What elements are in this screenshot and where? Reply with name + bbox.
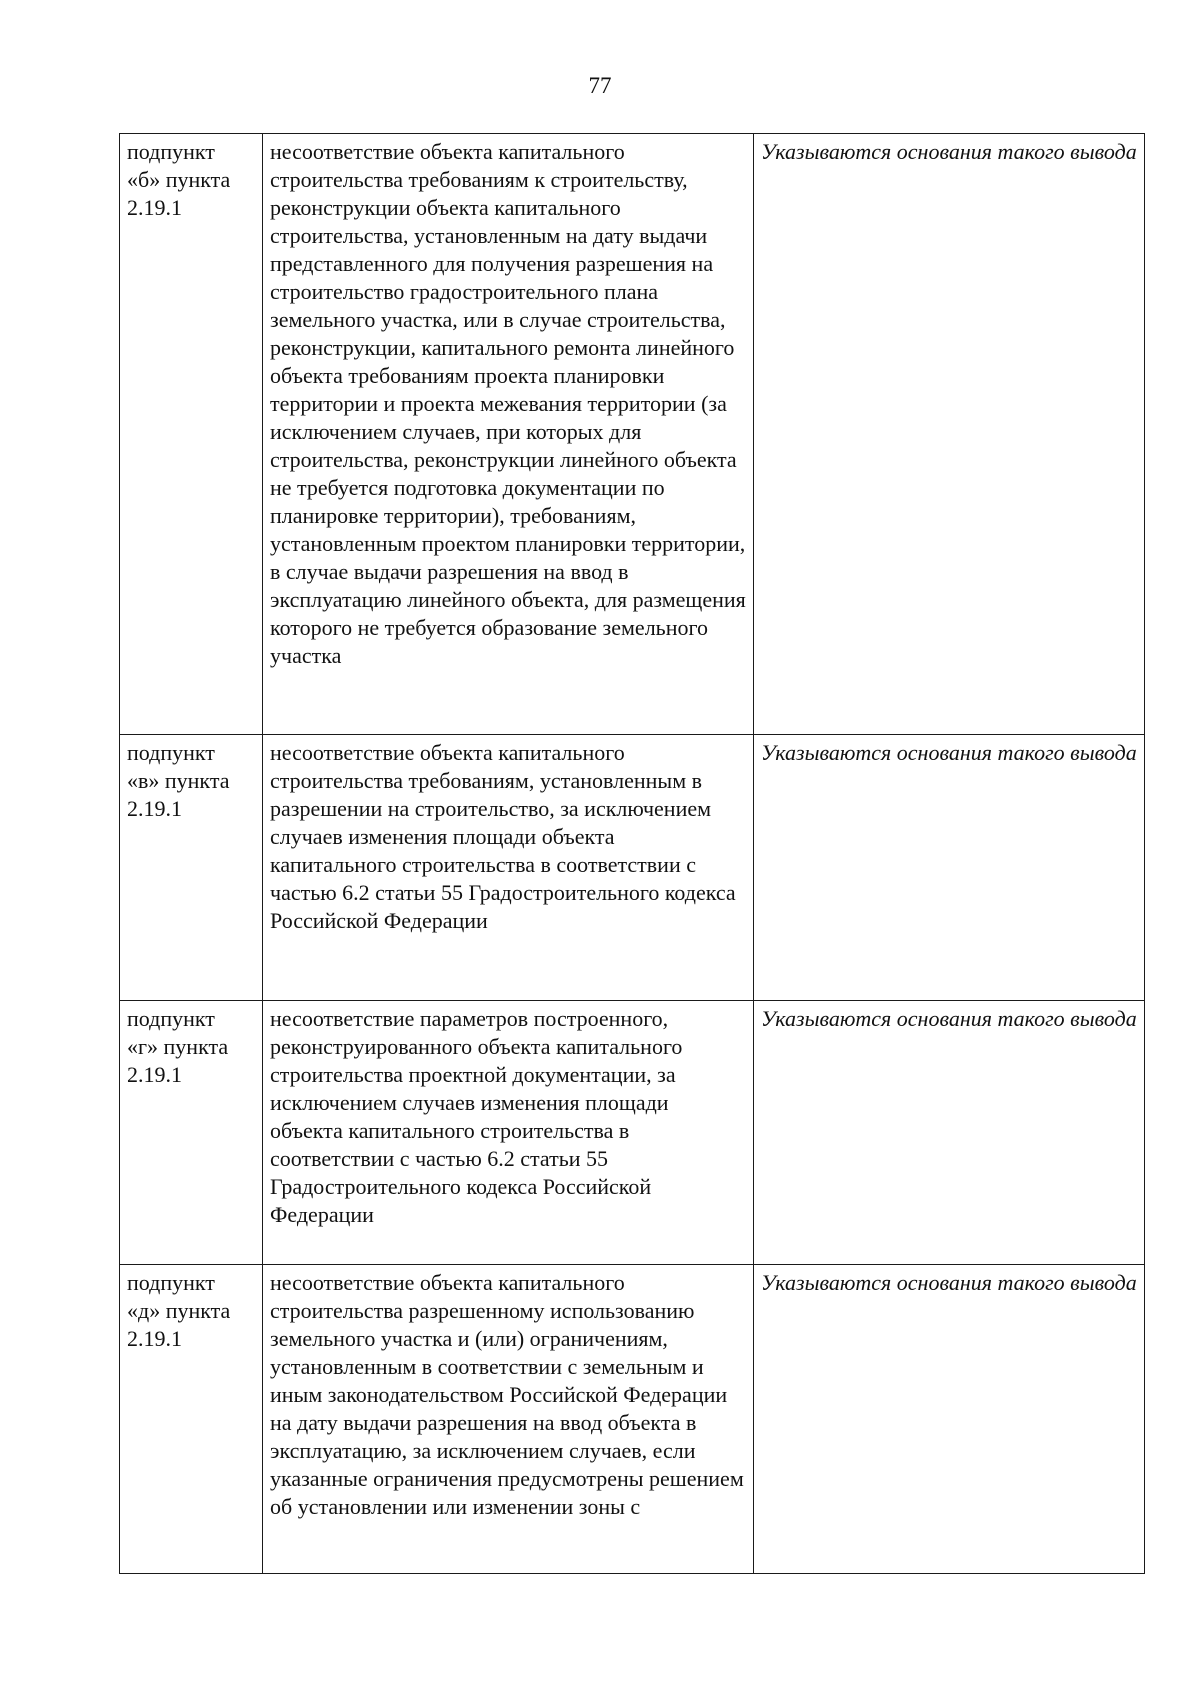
refusal-ground-description: несоответствие объекта капитального строительства разрешенному использованию земельного участка и (или) ограничениям, установленным в соответствии с земельным и иным законодательством Российской Федерации на дату выдачи разрешения на ввод объекта в эксплуатацию, за исключением случаев, если указанные ограничения предусмотрены решением об установлении или изменении зоны с — [263, 1265, 754, 1574]
table-row — [120, 1001, 1145, 1265]
refusal-ground-description: несоответствие объекта капитального строительства требованиям, установленным в разрешении на строительство, за исключением случаев изменения площади объекта капитального строительства в соответствии с частью 6.2 статьи 55 Градостроительного кодекса Российской Федерации — [263, 735, 754, 1001]
clause-reference: подпункт «в» пункта 2.19.1 — [120, 735, 263, 1001]
explanation-note: Указываются основания такого вывода — [754, 134, 1145, 735]
explanation-note: Указываются основания такого вывода — [754, 1001, 1145, 1265]
refusal-ground-description: несоответствие объекта капитального строительства требованиям к строительству, реконструкции объекта капитального строительства, установленным на дату выдачи представленного для получения разрешения на строительство градостроительного плана земельного участка, или в случае строительства, реконструкции, капитального ремонта линейного объекта требованиям проекта планировки территории и проекта межевания территории (за исключением случаев, при которых для строительства, реконструкции линейного объекта не требуется подготовка документации по планировке территории), требованиям, установленным проектом планировки территории, в случае выдачи разрешения на ввод в эксплуатацию линейного объекта, для размещения которого не требуется образование земельного участка — [263, 134, 754, 735]
explanation-note: Указываются основания такого вывода — [754, 1265, 1145, 1574]
clause-reference: подпункт «г» пункта 2.19.1 — [120, 1001, 263, 1265]
refusal-ground-description: несоответствие параметров построенного, реконструированного объекта капитального строительства проектной документации, за исключением случаев изменения площади объекта капитального строительства в соответствии с частью 6.2 статьи 55 Градостроительного кодекса Российской Федерации — [263, 1001, 754, 1265]
explanation-note: Указываются основания такого вывода — [754, 735, 1145, 1001]
grounds-table — [119, 133, 1145, 1574]
table-row — [120, 134, 1145, 735]
clause-reference: подпункт «д» пункта 2.19.1 — [120, 1265, 263, 1574]
clause-reference: подпункт «б» пункта 2.19.1 — [120, 134, 263, 735]
table-row — [120, 1265, 1145, 1574]
page-number: 77 — [588, 73, 612, 98]
table-row — [120, 735, 1145, 1001]
